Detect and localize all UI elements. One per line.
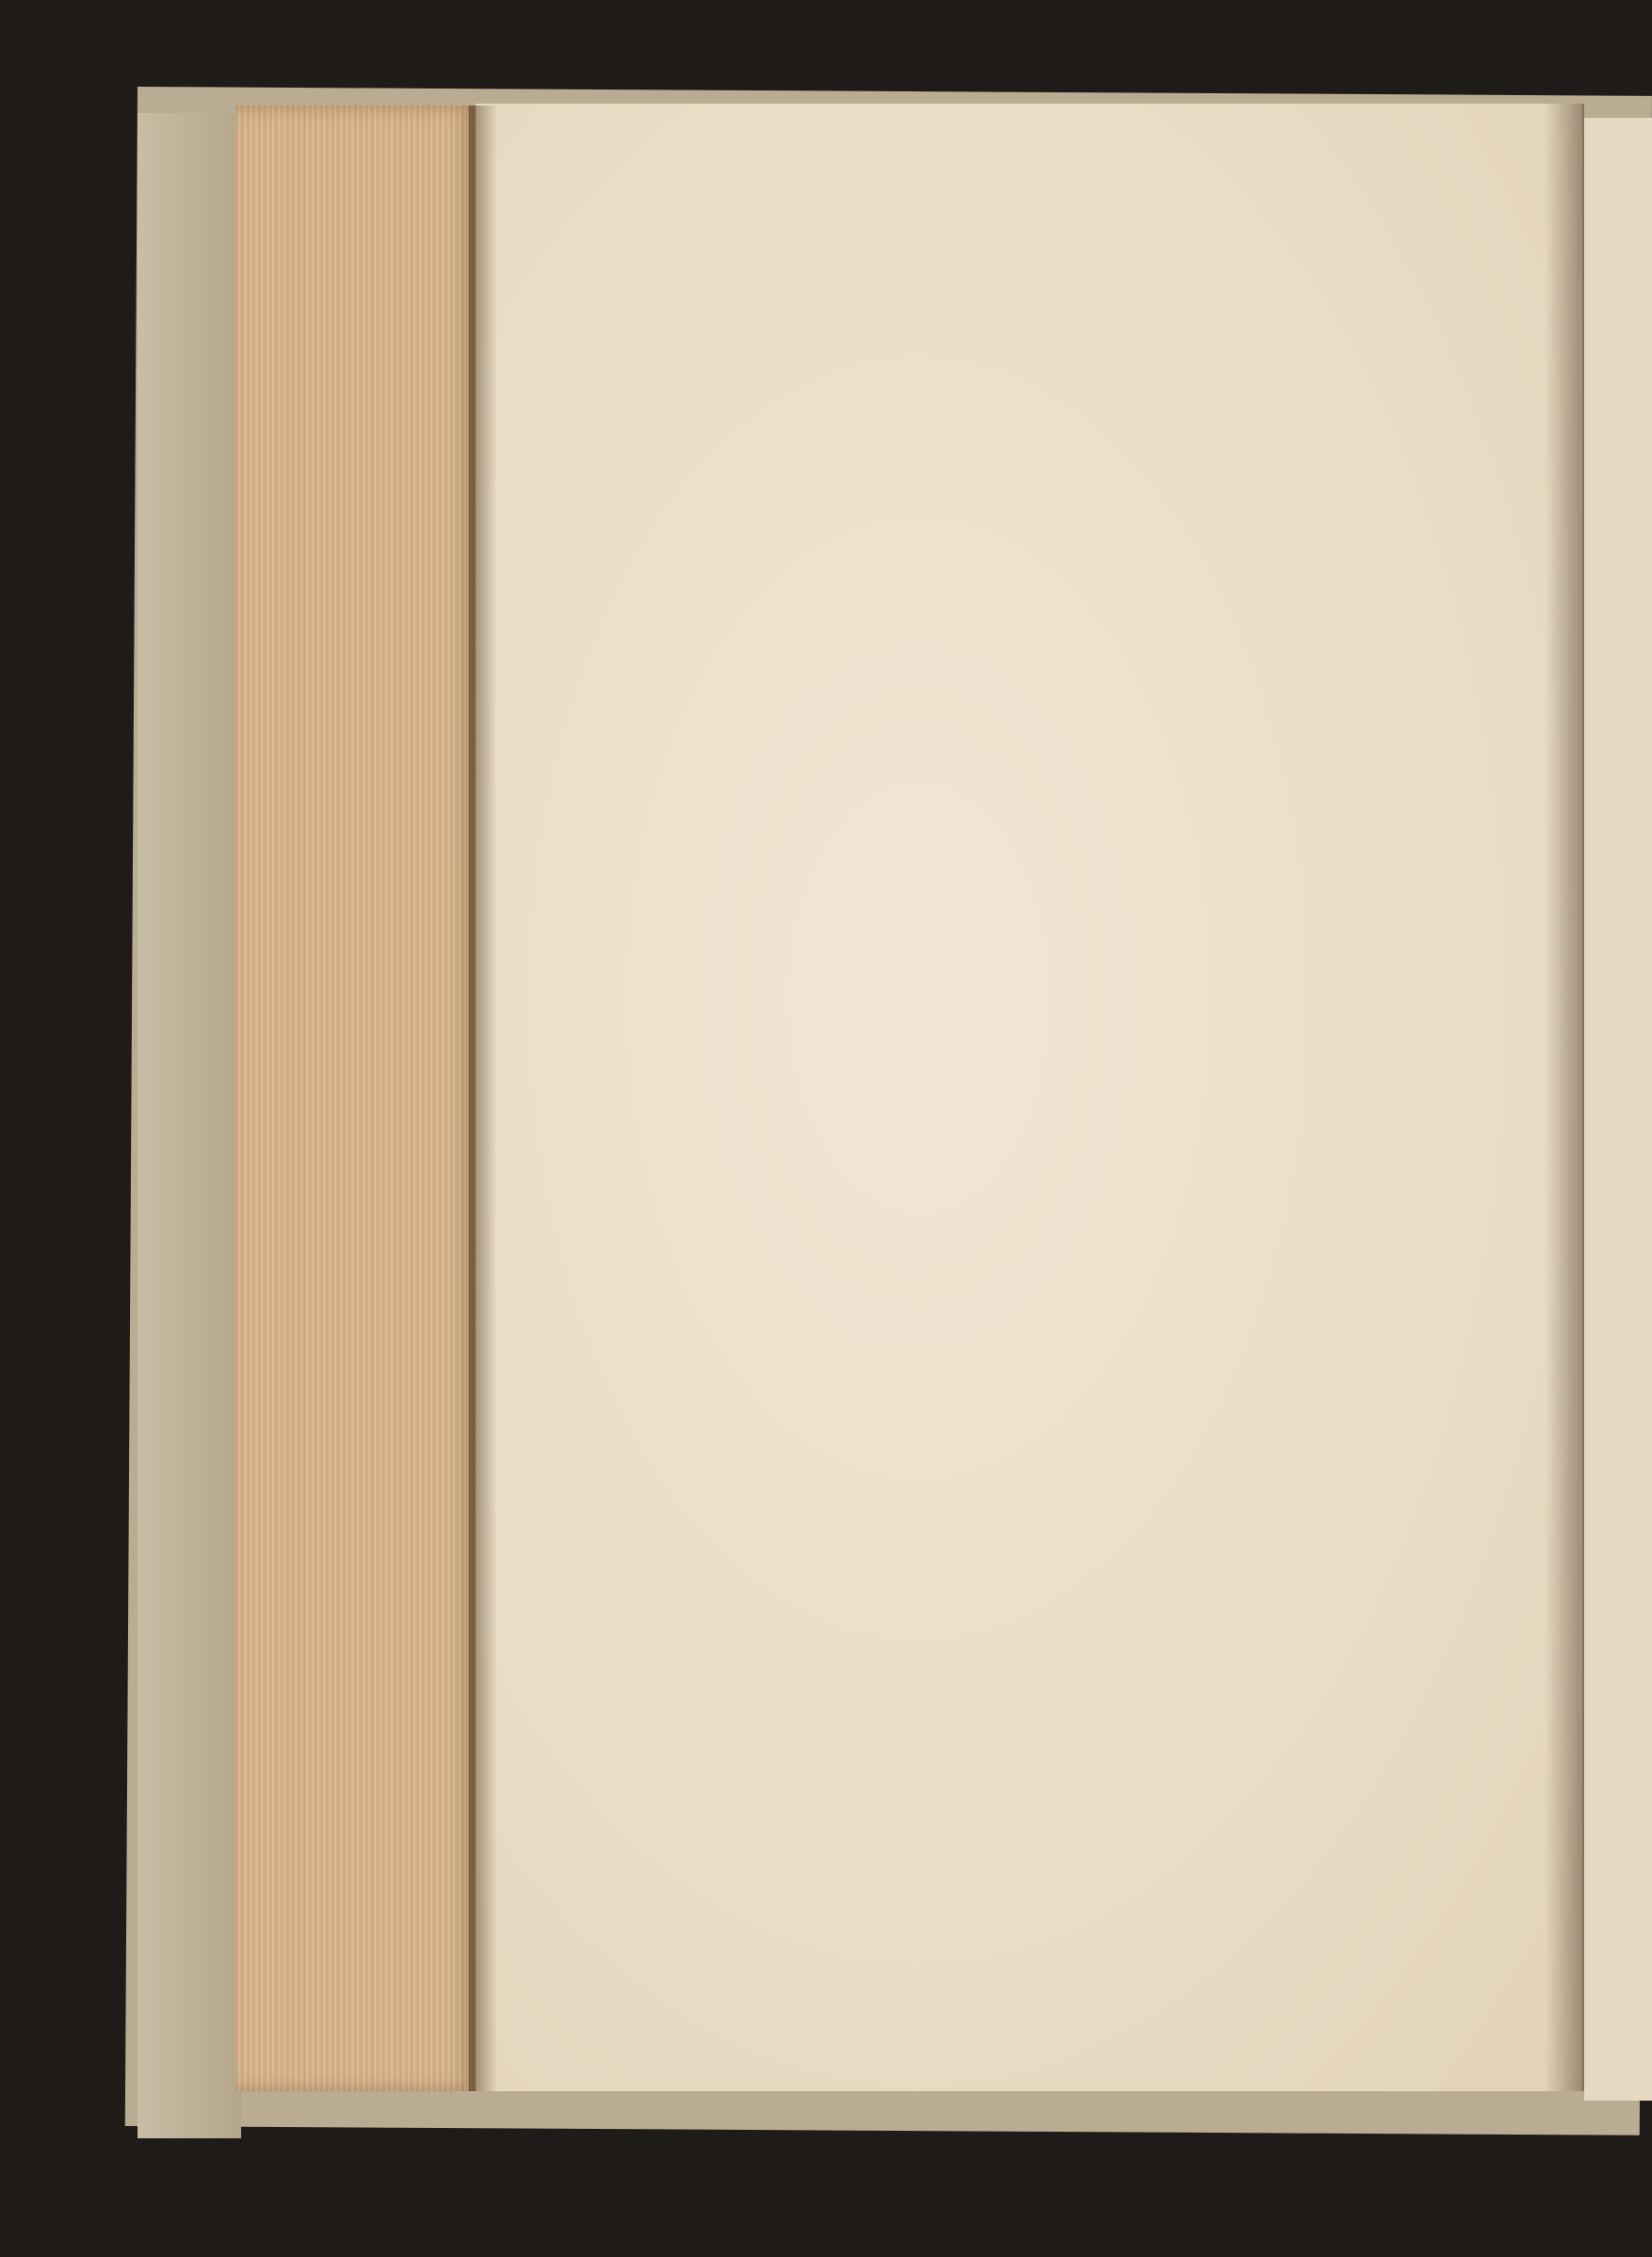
book-page (476, 104, 1582, 2091)
gutter-shadow (469, 106, 497, 2091)
vellum-cover (138, 113, 241, 2138)
spine-shadow (1545, 104, 1584, 2091)
page-edges (235, 106, 476, 2091)
facing-page-fragment (1584, 118, 1652, 2101)
